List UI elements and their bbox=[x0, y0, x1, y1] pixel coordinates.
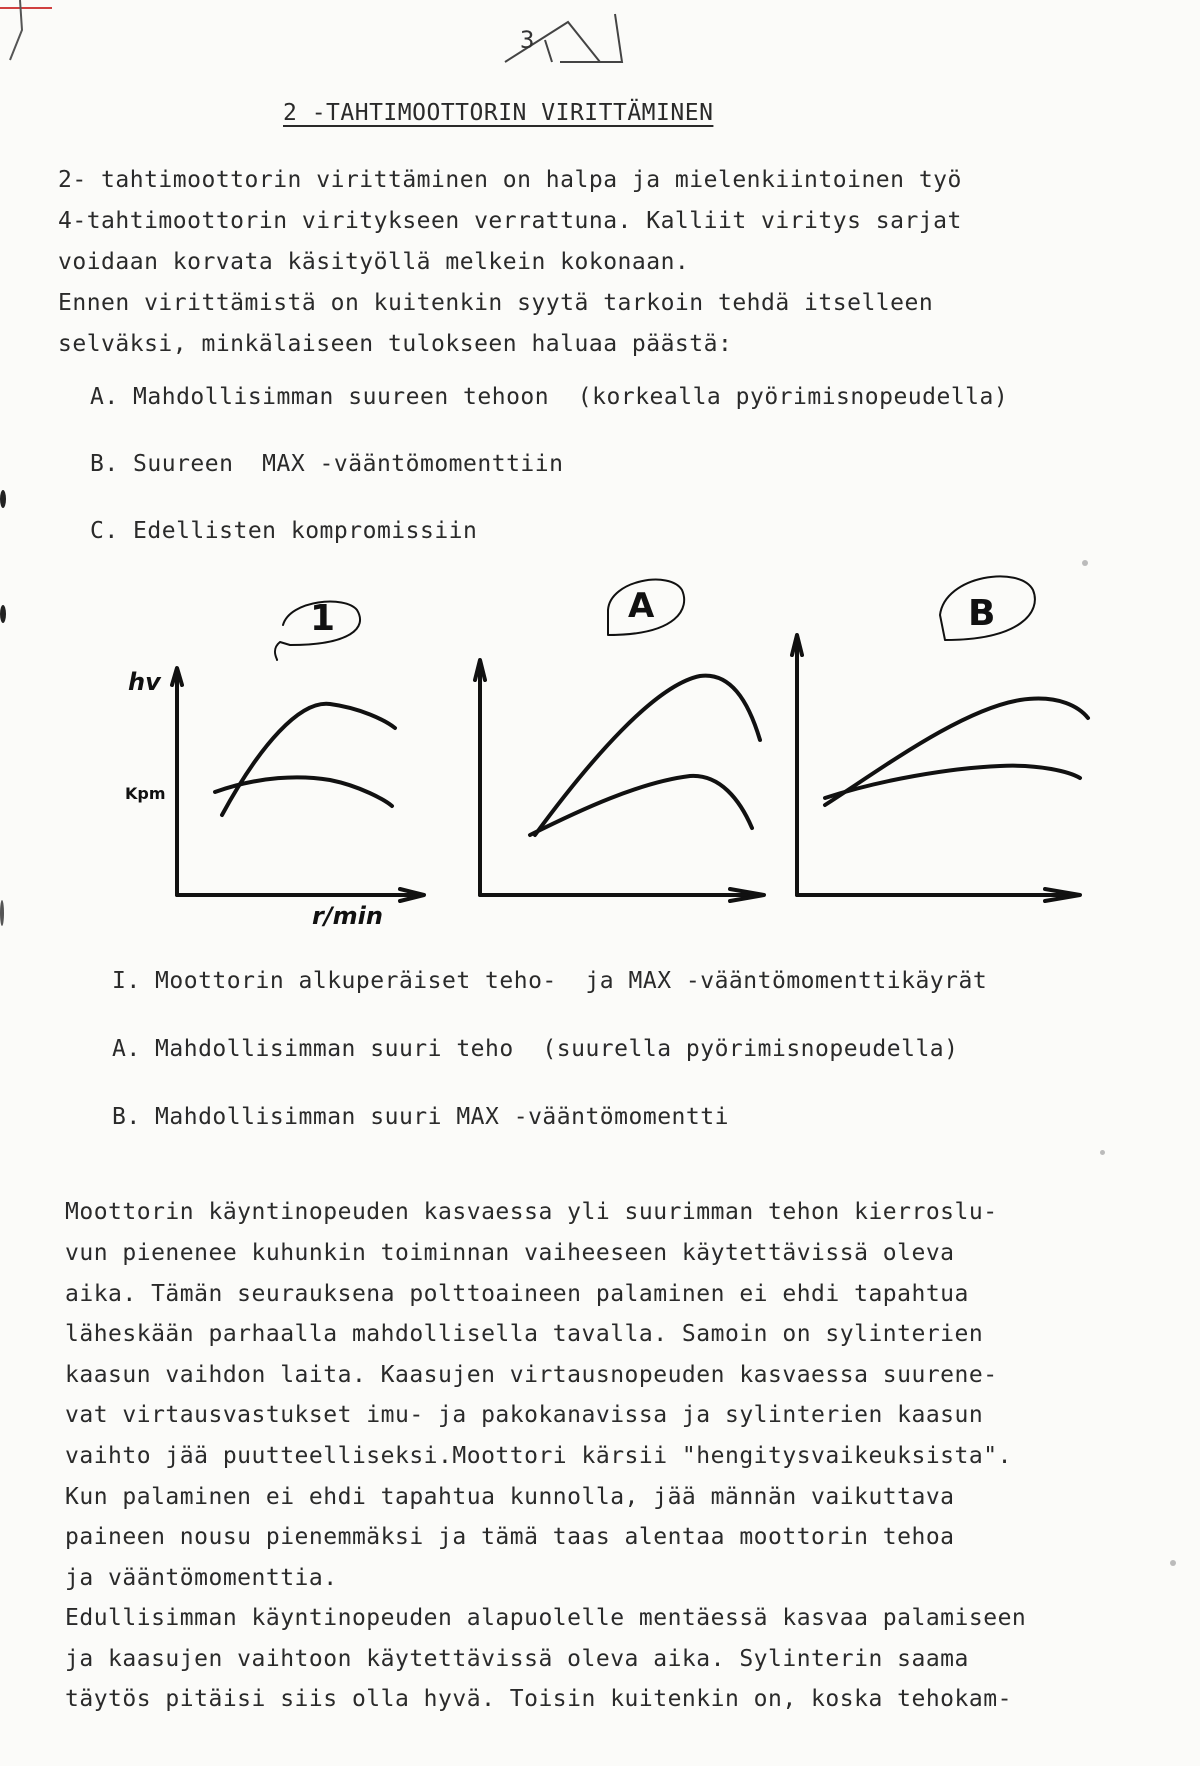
x-axis-label-rpm: r/min bbox=[312, 902, 383, 930]
panel-B bbox=[792, 576, 1088, 901]
body-line: läheskään parhaalla mahdollisella tavalla. Samoin on sylinterien bbox=[65, 1321, 984, 1347]
body-line: Kun palaminen ei ehdi tapahtua kunnolla, jää männän vaikuttava bbox=[65, 1484, 955, 1510]
legend-item: B. Mahdollisimman suuri MAX -vääntömomentti bbox=[112, 1104, 729, 1130]
binder-hole-mark bbox=[0, 490, 6, 508]
panel-label-A: A bbox=[628, 586, 655, 626]
goal-item: C. Edellisten kompromissiin bbox=[90, 518, 478, 544]
body-line: vaihto jää puutteelliseksi.Moottori kärsii "hengitysvaikeuksista". bbox=[65, 1443, 1012, 1469]
power-curve bbox=[535, 676, 760, 835]
scan-speck bbox=[1082, 560, 1088, 566]
panel-A bbox=[475, 580, 764, 901]
body-line: täytös pitäisi siis olla hyvä. Toisin kuitenkin on, koska tehokam- bbox=[65, 1686, 1012, 1712]
y-axis-label-torque: Kpm bbox=[125, 784, 166, 803]
body-line: kaasun vaihdon laita. Kaasujen virtausnopeuden kasvaessa suurene- bbox=[65, 1362, 998, 1388]
goal-item: A. Mahdollisimman suureen tehoon (korkealla pyörimisnopeudella) bbox=[90, 384, 1009, 410]
page-title: 2 -TAHTIMOOTTORIN VIRITTÄMINEN bbox=[283, 100, 714, 126]
torque-curve bbox=[530, 776, 752, 835]
body-line: vat virtausvastukset imu- ja pakokanavissa ja sylinterien kaasun bbox=[65, 1402, 984, 1428]
body-line: ja kaasujen vaihtoon käytettävissä oleva aika. Sylinterin saama bbox=[65, 1646, 969, 1672]
body-line: vun pienenee kuhunkin toiminnan vaiheeseen käytettävissä oleva bbox=[65, 1240, 955, 1266]
body-line: ja vääntömomenttia. bbox=[65, 1565, 338, 1591]
panel-label-B: B bbox=[968, 593, 996, 634]
y-axis-label-power: hv bbox=[128, 668, 161, 696]
legend-item: I. Moottorin alkuperäiset teho- ja MAX -vääntömomenttikäyrät bbox=[112, 968, 988, 994]
legend-item: A. Mahdollisimman suuri teho (suurella pyörimisnopeudella) bbox=[112, 1036, 959, 1062]
intro-line: voidaan korvata käsityöllä melkein kokonaan. bbox=[58, 249, 690, 275]
scan-speck bbox=[1170, 1560, 1176, 1566]
power-curve bbox=[825, 699, 1088, 805]
power-curve bbox=[222, 704, 395, 815]
body-line: aika. Tämän seurauksena polttoaineen palaminen ei ehdi tapahtua bbox=[65, 1281, 969, 1307]
intro-line: 4-tahtimoottorin viritykseen verrattuna. Kalliit viritys sarjat bbox=[58, 208, 962, 234]
goal-item: B. Suureen MAX -vääntömomenttiin bbox=[90, 451, 564, 477]
intro-line: 2- tahtimoottorin virittäminen on halpa ja mielenkiintoinen työ bbox=[58, 167, 962, 193]
body-line: paineen nousu pienemmäksi ja tämä taas alentaa moottorin tehoa bbox=[65, 1524, 955, 1550]
body-line: Moottorin käyntinopeuden kasvaessa yli suurimman tehon kierroslu- bbox=[65, 1199, 998, 1225]
scan-speck bbox=[1100, 1150, 1105, 1155]
panel-original bbox=[172, 602, 424, 901]
binder-hole-mark bbox=[0, 900, 4, 926]
intro-line: selväksi, minkälaiseen tulokseen haluaa päästä: bbox=[58, 331, 733, 357]
panel-label-1: 1 bbox=[310, 598, 336, 639]
page-number: 3 bbox=[520, 26, 535, 54]
intro-line: Ennen virittämistä on kuitenkin syytä tarkoin tehdä itselleen bbox=[58, 290, 934, 316]
body-line: Edullisimman käyntinopeuden alapuolelle mentäessä kasvaa palamiseen bbox=[65, 1605, 1027, 1631]
binder-hole-mark bbox=[0, 605, 6, 623]
